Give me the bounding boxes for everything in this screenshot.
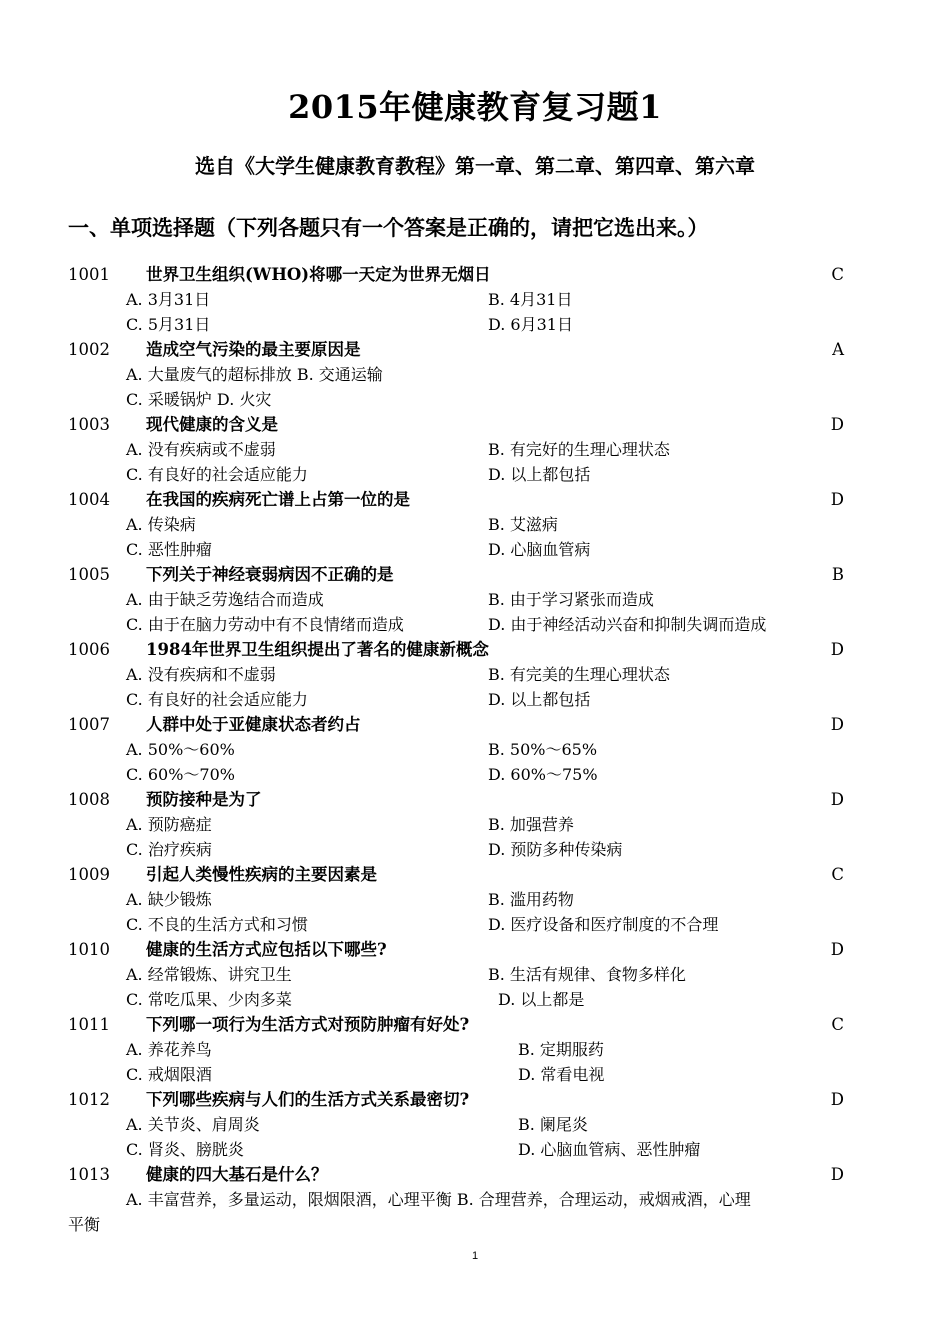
option-c: C. 5月31日 [126, 315, 211, 334]
question-number: 1005 [68, 565, 110, 584]
question-1002 [68, 337, 888, 412]
option-d: D. 心脑血管病、恶性肿瘤 [518, 1140, 701, 1159]
page-number: 1 [471, 1250, 479, 1262]
option-c: C. 有良好的社会适应能力 [126, 465, 308, 484]
question-1003 [68, 412, 888, 487]
page-title: 2015年健康教育复习题1 [288, 88, 662, 126]
answer-key: D [830, 415, 844, 434]
option-d: D. 常看电视 [518, 1065, 605, 1084]
option-d: D. 由于神经活动兴奋和抑制失调而造成 [488, 615, 767, 634]
option-d: D. 医疗设备和医疗制度的不合理 [488, 915, 719, 934]
option-b: B. 有完好的生理心理状态 [488, 440, 670, 459]
question-number: 1012 [68, 1090, 110, 1109]
option-b: B. 滥用药物 [488, 890, 574, 909]
option-d: D. 心脑血管病 [488, 540, 591, 559]
question-text: 1984年世界卫生组织提出了著名的健康新概念 [146, 640, 489, 659]
option-c: C. 戒烟限酒 [126, 1065, 212, 1084]
answer-key: D [830, 940, 844, 959]
option-a: A. 养花养鸟 [126, 1040, 212, 1059]
option-d: D. 以上都包括 [488, 465, 591, 484]
question-number: 1004 [68, 490, 110, 509]
option-a: A. 50%～60% [126, 740, 235, 759]
question-number: 1009 [68, 865, 110, 884]
answer-key: A [832, 340, 844, 359]
question-text: 下列哪些疾病与人们的生活方式关系最密切? [146, 1090, 470, 1109]
question-1012 [68, 1087, 888, 1162]
page-subtitle: 选自《大学生健康教育教程》第一章、第二章、第四章、第六章 [195, 154, 755, 178]
question-number: 1003 [68, 415, 110, 434]
answer-key: D [830, 790, 844, 809]
option-a: A. 传染病 [126, 515, 196, 534]
option-b: B. 定期服药 [518, 1040, 604, 1059]
option-d: D. 以上都包括 [488, 690, 591, 709]
option-d: D. 60%～75% [488, 765, 598, 784]
question-1013 [68, 1162, 888, 1237]
question-1006 [68, 637, 888, 712]
question-1009 [68, 862, 888, 937]
question-text: 造成空气污染的最主要原因是 [146, 340, 361, 359]
option-b: B. 4月31日 [488, 290, 573, 309]
question-text: 健康的生活方式应包括以下哪些? [146, 940, 387, 959]
answer-key: D [830, 490, 844, 509]
option-b: B. 艾滋病 [488, 515, 558, 534]
answer-key: D [830, 715, 844, 734]
question-1008 [68, 787, 888, 862]
option-d: D. 预防多种传染病 [488, 840, 623, 859]
answer-key: D [830, 1165, 844, 1184]
question-number: 1013 [68, 1165, 110, 1184]
question-1011 [68, 1012, 888, 1087]
option-d: D. 以上都是 [498, 990, 585, 1009]
answer-key: C [831, 265, 844, 284]
option-b: B. 由于学习紧张而造成 [488, 590, 654, 609]
question-number: 1008 [68, 790, 110, 809]
question-text: 健康的四大基石是什么？ [146, 1165, 328, 1184]
question-text: 引起人类慢性疾病的主要因素是 [146, 865, 377, 884]
option-b: B. 生活有规律、食物多样化 [488, 965, 686, 984]
question-text: 下列哪一项行为生活方式对预防肿瘤有好处? [146, 1015, 470, 1034]
question-1001 [68, 262, 888, 337]
option-c: C. 有良好的社会适应能力 [126, 690, 308, 709]
option-a: A. 关节炎、肩周炎 [126, 1115, 260, 1134]
answer-key: D [830, 640, 844, 659]
question-1007 [68, 712, 888, 787]
question-text: 下列关于神经衰弱病因不正确的是 [146, 565, 394, 584]
question-1004 [68, 487, 888, 562]
option-b: B. 加强营养 [488, 815, 574, 834]
option-a: A. 经常锻炼、讲究卫生 [126, 965, 292, 984]
answer-key: C [831, 865, 844, 884]
question-text: 在我国的疾病死亡谱上占第一位的是 [146, 490, 410, 509]
option-a: A. 由于缺乏劳逸结合而造成 [126, 590, 324, 609]
option-b: B. 50%～65% [488, 740, 598, 759]
option-c: C. 60%～70% [126, 765, 235, 784]
option-c: C. 恶性肿瘤 [126, 540, 212, 559]
question-text: 预防接种是为了 [146, 790, 262, 809]
options-line-1: A. 大量废气的超标排放 B. 交通运输 [126, 365, 383, 384]
option-c: C. 肾炎、膀胱炎 [126, 1140, 244, 1159]
question-number: 1002 [68, 340, 110, 359]
option-b: B. 阑尾炎 [518, 1115, 588, 1134]
question-number: 1006 [68, 640, 110, 659]
option-b: B. 有完美的生理心理状态 [488, 665, 670, 684]
option-c: C. 不良的生活方式和习惯 [126, 915, 308, 934]
option-a: A. 预防癌症 [126, 815, 212, 834]
question-text: 现代健康的含义是 [146, 415, 278, 434]
section-heading: 一、单项选择题（下列各题只有一个答案是正确的，请把它选出来。） [68, 215, 709, 240]
question-number: 1001 [68, 265, 110, 284]
option-c: C. 由于在脑力劳动中有不良情绪而造成 [126, 615, 404, 634]
answer-key: D [830, 1090, 844, 1109]
question-number: 1010 [68, 940, 110, 959]
options-line-2: C. 采暖锅炉 D. 火灾 [126, 390, 272, 409]
option-a: A. 3月31日 [126, 290, 211, 309]
question-list [68, 262, 888, 1237]
option-a: A. 缺少锻炼 [126, 890, 212, 909]
question-1010 [68, 937, 888, 1012]
option-a: A. 没有疾病或不虚弱 [126, 440, 276, 459]
option-a: A. 没有疾病和不虚弱 [126, 665, 276, 684]
question-text: 人群中处于亚健康状态者约占 [146, 715, 361, 734]
answer-key: C [831, 1015, 844, 1034]
answer-key: B [831, 565, 844, 584]
option-c: C. 常吃瓜果、少肉多菜 [126, 990, 292, 1009]
option-c: C. 治疗疾病 [126, 840, 212, 859]
option-d: D. 6月31日 [488, 315, 573, 334]
options-line-1: A. 丰富营养，多量运动，限烟限酒，心理平衡 B. 合理营养，合理运动，戒烟戒酒，心理 [126, 1190, 751, 1209]
question-number: 1011 [68, 1015, 110, 1034]
options-line-2: 平衡 [68, 1215, 101, 1234]
question-text: 世界卫生组织(WHO)将哪一天定为世界无烟日 [146, 265, 491, 284]
question-1005 [68, 562, 888, 637]
question-number: 1007 [68, 715, 110, 734]
